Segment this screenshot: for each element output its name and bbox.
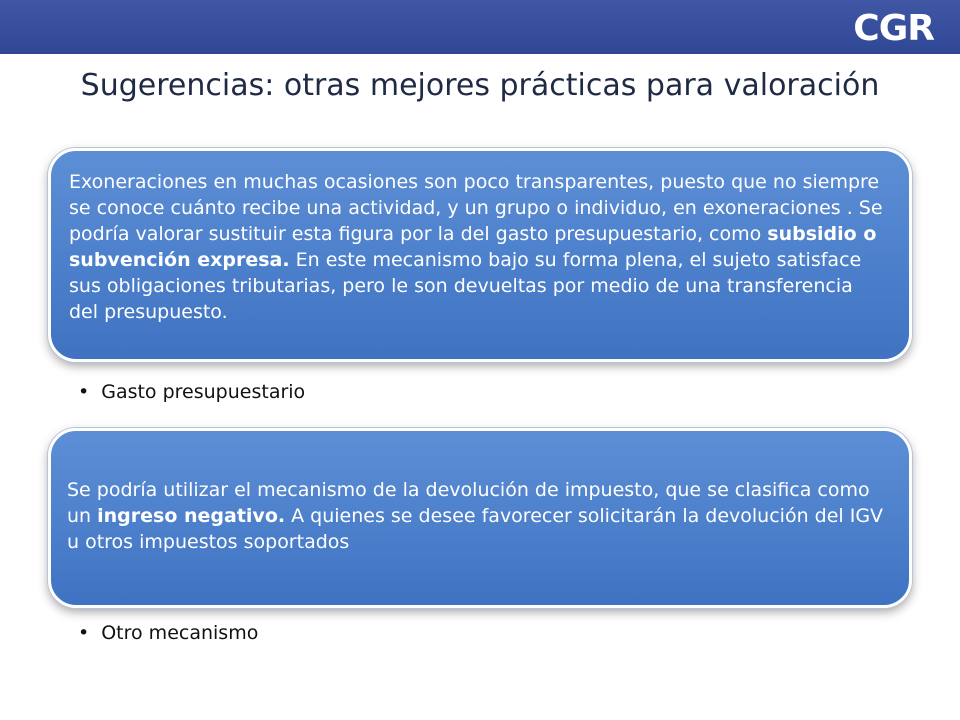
header-bar [0, 0, 960, 54]
devolucion-text-part2: A quienes se desee favorecer solicitarán la devolución del IGV u otros impuestos soportados [67, 505, 884, 553]
slide-title: Sugerencias: otras mejores prácticas para valoración [80, 68, 880, 103]
exoneraciones-text-part2: En este mecanismo bajo su forma plena, el sujeto satisface sus obligaciones tributarias, pero le son devueltas por medio de una transferencia del presupuesto. [69, 249, 862, 323]
exoneraciones-text [69, 169, 887, 325]
exoneraciones-panel [48, 148, 912, 362]
bullet-dot: • [78, 381, 90, 403]
bullet-gasto-presupuestario [78, 381, 305, 403]
bullet-dot: • [78, 622, 90, 644]
bullet-otro-mecanismo [78, 622, 258, 644]
bullet-label: Gasto presupuestario [101, 381, 306, 403]
devolucion-panel [48, 428, 912, 608]
devolucion-text-part1: Se podría utilizar el mecanismo de la devolución de impuesto, que se clasifica como un [67, 479, 870, 527]
devolucion-text-bold: ingreso negativo. [97, 505, 286, 527]
cgr-logo: CGR [853, 8, 934, 49]
exoneraciones-text-bold: subsidio o subvención expresa. [69, 223, 877, 271]
bullet-label: Otro mecanismo [101, 622, 259, 644]
exoneraciones-text-part1: Exoneraciones en muchas ocasiones son poco transparentes, puesto que no siempre se conoce cuánto recibe una actividad, y un grupo o individuo, en exoneraciones . Se podría valorar sustituir esta figura por la del gasto presupuestario, como [69, 171, 883, 245]
devolucion-text [67, 477, 887, 555]
